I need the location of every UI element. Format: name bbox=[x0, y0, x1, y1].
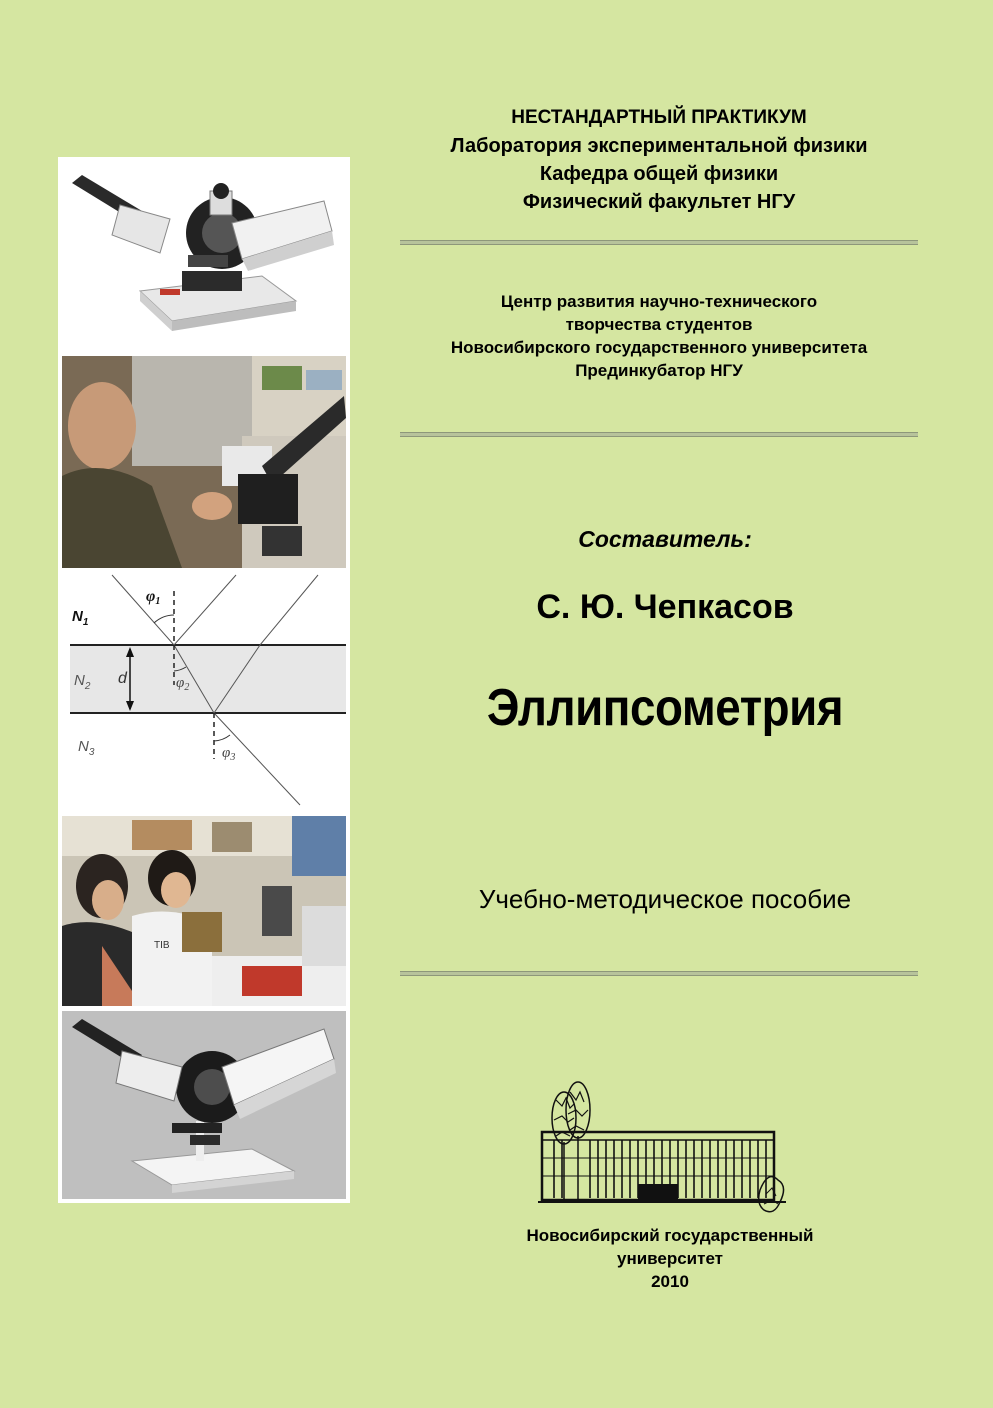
publisher-block bbox=[400, 1224, 940, 1293]
compiler-label: Составитель: bbox=[578, 526, 752, 552]
publisher-line-2: университет bbox=[616, 1249, 724, 1268]
institution-header bbox=[400, 104, 918, 216]
phi2-label: $\varphi_2$ bbox=[176, 675, 190, 693]
divider-rule bbox=[400, 240, 918, 245]
header-line-faculty: Физический факультет НГУ bbox=[522, 191, 796, 213]
reflection-diagram bbox=[62, 573, 346, 811]
center-line-3: Новосибирского государственного университета bbox=[450, 338, 868, 357]
header-line-lab: Лаборатория экспериментальной физики bbox=[450, 135, 868, 157]
author-name: С. Ю. Чепкасов bbox=[536, 588, 794, 626]
thickness-label: d bbox=[118, 670, 127, 687]
header-line-department: Кафедра общей физики bbox=[539, 163, 779, 185]
student-at-ellipsometer-photo bbox=[62, 356, 346, 568]
n3-label: $N_3$ bbox=[78, 738, 95, 758]
image-column bbox=[58, 157, 350, 1203]
n1-label: $N_1$ bbox=[72, 608, 89, 628]
students-in-lab-photo bbox=[62, 816, 346, 1006]
publication-year: 2010 bbox=[651, 1272, 689, 1291]
ellipsometer-photo-bottom bbox=[62, 1011, 346, 1199]
divider-rule bbox=[400, 971, 918, 976]
header-line-practicum: НЕСТАНДАРТНЫЙ ПРАКТИКУМ bbox=[511, 107, 807, 128]
center-organization bbox=[400, 290, 918, 382]
ellipsometer-photo-top bbox=[62, 161, 346, 351]
phi3-label: $\varphi_3$ bbox=[222, 745, 236, 763]
divider-rule bbox=[400, 432, 918, 437]
book-subtitle: Учебно-методическое пособие bbox=[478, 884, 852, 914]
phi1-label: φ1 bbox=[146, 588, 161, 607]
center-line-1: Центр развития научно-технического bbox=[500, 292, 818, 311]
university-building-logo bbox=[538, 1080, 786, 1220]
center-line-4: Прединкубатор НГУ bbox=[575, 361, 743, 380]
publisher-line-1: Новосибирский государственный bbox=[526, 1226, 814, 1245]
shirt-print-decor: TIB bbox=[154, 940, 170, 951]
n2-label: $N_2$ bbox=[74, 672, 91, 692]
book-title: Эллипсометрия bbox=[486, 679, 844, 737]
center-line-2: творчества студентов bbox=[565, 315, 753, 334]
